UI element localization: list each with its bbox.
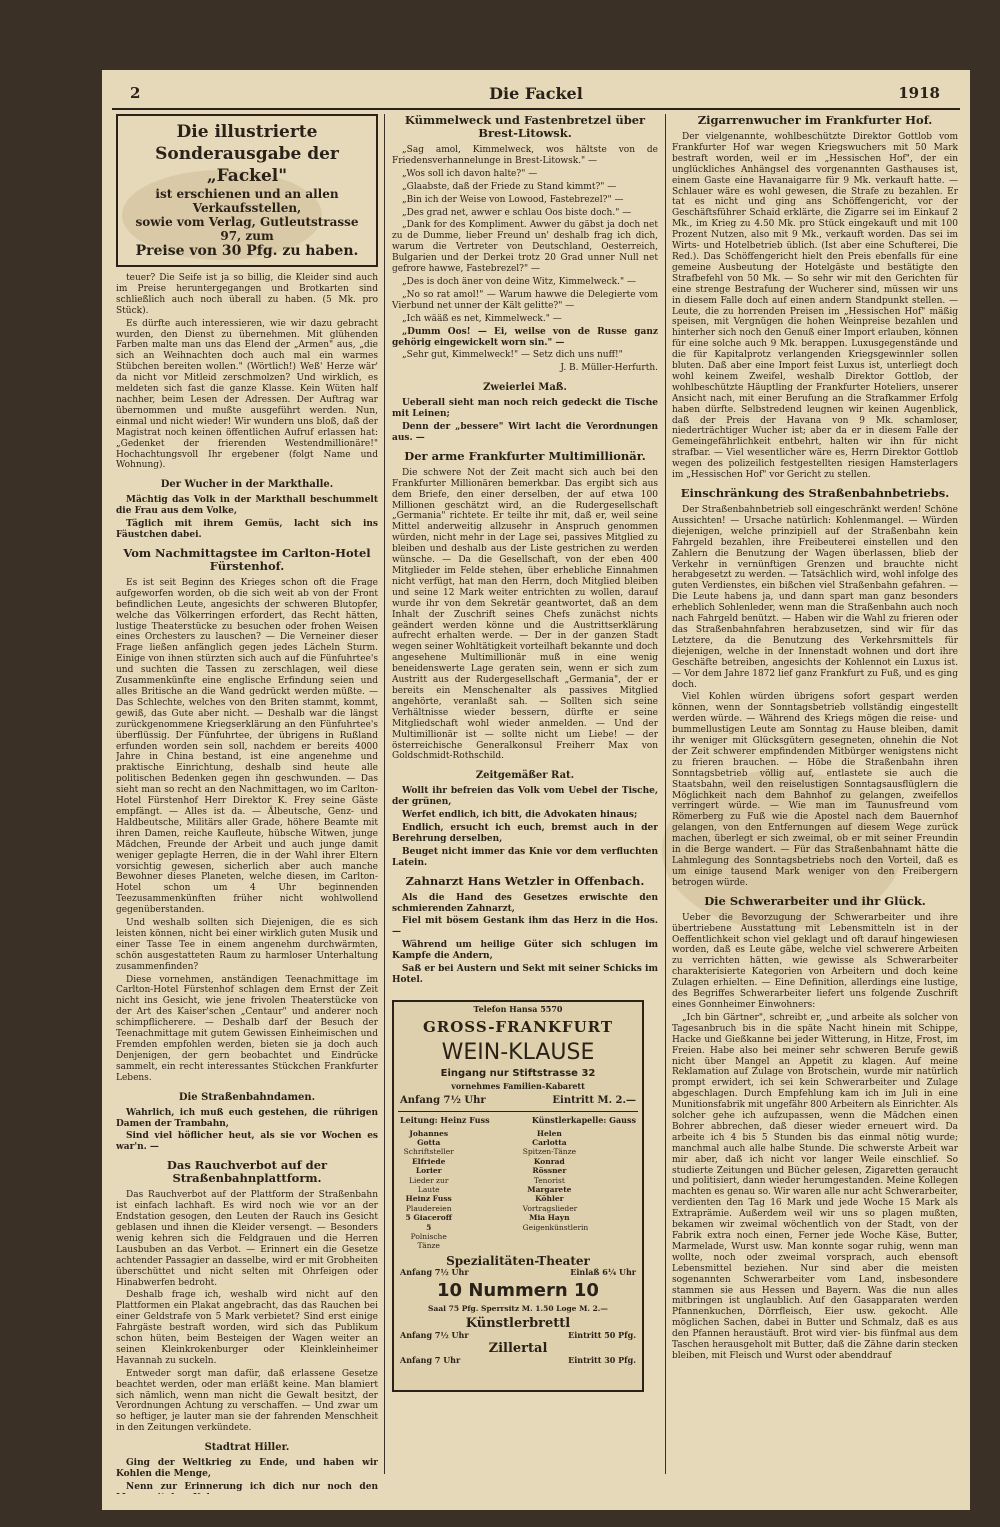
- ad-performer-line: Johannes Gotta: [409, 1128, 449, 1147]
- paragraph: Es ist seit Beginn des Krieges schon oft die Frage aufgeworfen worden, ob die sich weit ab von der Front befindlichen Leute, angesichts der schweren Blutopfer, welche das Völkerringen erfordert, das Recht hätten, lustige Theaterstücke zu besuchen oder frohen Weisen eines Orchesters zu lauschen? — Die Verneiner dieser Frage ließen anfänglich gegen jedes Lächeln Sturm. Einige von ihnen stürzten sich auch auf die Fünfuhrtee's und suchten die Tassen zu zerschlagen, weil diese Zusammenkünfte eine englische Erfindung seien und alles Britische an die Wand gedrückt werden müßte. — Das Schlechte, welches von den Briten stammt, kommt, gewiß, das Gute aber nicht. — Deshalb war die längst zurückgenommene Kriegserklärung an den Fünfuhrtee's überflüssig. Der Fünfuhrtee, der übrigens in Rußland erfunden worden sein soll, nachdem er bereits 4000 Jahre in China bestand, ist eine angenehme und praktische Einrichtung, deshalb sind heute alle politischen Bedenken gegen ihn geschwunden. — Das sieht man so recht an den Nachmittagen, wo im Carlton-Hotel Fürstenhof Herr Direktor K. Frey seine Gäste empfängt. — Alles ist da. — Älbeutsche, Genz- und Haldbeutsche, Militärs aller Grade, höhere Beamte mit ihren Damen, reiche Kaufleute, hübsche Witwen, junge Mädchen, Freunde der Arbeit und auch junge damit weniger geplagte Herren, die in der Wahl ihrer Eltern vorsichtig gewesen, sicherlich aber auch manche Bewohner dieses Planeten, welche diesen, im Carlton-Hotel schon um 4 Uhr beginnenden Teezusammenkünften früher nicht wohlwollend gegenüberstanden.: [116, 577, 378, 916]
- ad-kuenstlerbrettl: Künstlerbrettl: [465, 1316, 571, 1332]
- verse-line: Als die Hand des Gesetzes erwischte den schmierenden Zahnarzt,: [392, 892, 658, 914]
- paragraph: Deshalb frage ich, weshalb wird nicht auf den Plattformen ein Plakat angebracht, das das Rauchen bei einer Geldstrafe von 5 Mark verbietet? Sind erst einige Fahrgäste bestraft worden, wird sich das Publikum schon hüten, beim Besteigen der Wagen weiter an seinen Kleinkrokenburger oder Kleinkleinheimer Havannah zu suckeln.: [116, 1290, 378, 1366]
- ad-z-eintritt: Eintritt 30 Pfg.: [568, 1354, 636, 1365]
- ad-eintritt: Eintritt M. 2.—: [552, 1095, 636, 1106]
- paragraph: „Des grad net, awwer e schlau Oos biste doch." —: [402, 207, 632, 218]
- paragraph: „Ich wääß es net, Kimmelweck." —: [402, 313, 562, 324]
- header-rule: [112, 108, 960, 110]
- newspaper-page: [102, 70, 970, 1510]
- ad-leitung: Leitung: Heinz Fuss: [400, 1115, 490, 1125]
- ad-performer-line: Lieder zur Laute: [409, 1175, 449, 1194]
- ad-performer-line: Elfriede Lorier: [412, 1156, 446, 1176]
- ad-k-anfang: Anfang 7½ Uhr: [400, 1330, 469, 1341]
- verse-line: Während um heilige Güter sich schlugen im Kampfe die Andern,: [392, 940, 658, 962]
- ad-einlass: Einlaß 6¼ Uhr: [570, 1266, 636, 1277]
- ad-line-3: sowie vom Verlag, Gutleutstrasse 97, zum: [135, 215, 359, 243]
- paragraph: „Des is doch äner von deine Witz, Kimmelweck." —: [402, 276, 636, 287]
- ad-divider: [398, 1111, 638, 1112]
- ad-performer-line: Konrad Rössner: [532, 1156, 567, 1176]
- ad-telefon: Telefon Hansa 5570: [473, 1004, 563, 1014]
- page-number: 2: [130, 84, 141, 102]
- ad-performer-line: Tenorist: [533, 1175, 565, 1185]
- ad-entrance: Eingang nur Stiftstrasse 32: [440, 1068, 596, 1079]
- verse-line: Beuget nicht immer das Knie vor dem verfluchten Latein.: [392, 846, 658, 868]
- ad-spezialitaeten: Spezialitäten-Theater: [446, 1253, 590, 1268]
- article-title: Stadtrat Hiller.: [204, 1442, 290, 1454]
- ad-zillertal: Zillertal: [488, 1340, 548, 1356]
- verse-line: Ueberall sieht man noch reich gedeckt die Tische mit Leinen;: [392, 398, 658, 420]
- article-title: Der Wucher in der Markthalle.: [160, 479, 334, 491]
- paragraph: Die schwere Not der Zeit macht sich auch bei den Frankfurter Millionären bemerkbar. Das ergibt sich aus dem Briefe, den einer derselben, der auf etwa 100 Millionen geschätzt wird, an die Rudergesellschaft „Germania" richtete. Er teilte ihr mit, daß er, weil seine Mittel anderweitig allzusehr in Anspruch genommen würden, nicht mehr in der Lage sei, passives Mitglied zu bleiben und deshalb aus der Liste gestrichen zu werden wünsche. — Da die Gesellschaft, von der eben 400 Mitglieder im Felde stehen, über erhebliche Einnahmen nicht verfügt, hat man den Herrn, doch Mitglied bleiben und seine 12 Mark weiter entrichten zu wollen, darauf wurde ihr von dem Sekretär geantwortet, daß an dem Inhalt der Zuschrift seines Chefs zunächst nichts geändert werden könne und die Austrittserklärung aufrecht erhalten werde. — Der in der ganzen Stadt wegen seiner Wohltätigkeit vorteilhaft bekannte und doch angesehene Multimillionär muß in eine wenig beneidenswerte Lage geraten sein, wenn er sich zum Austritt aus der Rudergesellschaft „Germania", der er bereits ein Menschenalter als passives Mitglied angehörte, veranlaßt sah. — Sollten sich seine Verhältnisse wieder bessern, dürfte er seine Mitgliedschaft wohl wieder anmelden. — Und der Multimillionär ist — sollte nicht um Liebe! — der österreichische Generalkonsul Freiherr Max von Goldschmidt-Rothschild.: [392, 467, 658, 762]
- article-title: Kümmelweck und Fastenbretzel über Brest-Litowsk.: [404, 114, 646, 140]
- article-title: Zigarrenwucher im Frankfurter Hof.: [697, 114, 933, 127]
- sonderausgabe-ad: [116, 114, 378, 267]
- weinklause-ad: [392, 1000, 644, 1392]
- ad-performer-line: Helen Carlotta: [532, 1128, 567, 1147]
- article-title: Zahnarzt Hans Wetzler in Offenbach.: [405, 873, 645, 888]
- article-title: Die Straßenbahndamen.: [178, 1091, 316, 1103]
- article-title: Zweierlei Maß.: [483, 382, 567, 394]
- ad-subtitle: vornehmes Familien-Kabarett: [451, 1081, 585, 1091]
- paragraph: Es dürfte auch interessieren, wie wir dazu gebracht wurden, den Dienst zu übernehmen. Mit glühenden Farben malte man uns das Elend der „Armen" aus, „die sich an Weihnachten doch auch mal ein warmes Stübchen bereiten wollen." (Wörtlich!) Weß' Herze wär' da nicht vor Mitleid zerschmolzen? Und wirklich, es meldeten sich fast die ganze Klasse. Kein Wüten half nachher, beim Lesen der Adressen. Der Auftrag war übernommen und mußte ausgeführt werden. Nun, einmal und nicht wieder! Wir wundern uns bloß, daß der Magistrat noch keinen öffentlichen Aufruf erlassen hat: „Gedenket der frierenden Westendmillionäre!" Hochachtungsvoll Ihr ergebener (folgt Name und Wohnung).: [116, 318, 378, 471]
- ad-performer-line: Spitzen-Tänze: [522, 1147, 577, 1157]
- paragraph: Viel Kohlen würden übrigens sofort gespart werden können, wenn der Sonntagsbetrieb vollständig eingestellt werden würde. — Während des Kriegs mögen die reise- und bummellustigen Leute am Sonntag zu Hause bleiben, damit ihr weniger mit Glücksgütern gesegneten, ohnehin die Not der Zeit schwerer empfindenden Mitbürger wenigstens nicht zu frieren brauchen. — Höbe die Straßenbahn ihren Sonntagsbetrieb völlig auf, entlastete sie auch die Staatsbahn, weil den reiselustigen Sonntagsausflüglern die Möglichkeit nach dem Bahnhof zu gelangen, zweifellos verringert würde. — Wie man im Taunusfreund vom Römerberg zu Fuß wie die Apostel nach dem Bauernhof gelangen, von den Entfernungen auf diesem Wege zurück machen, überlegt er sich zweimal, ob er mit seiner Freundin in die Berge wandert. — Für das Straßenbahnamt hätte die Lahmlegung des Sonntagsbetriebs noch den Vorteil, daß es um einige tausend Mark weniger von den Freibergern betrogen würde.: [672, 692, 958, 888]
- verse-line: Nenn zur Erinnerung ich dich nur noch den: [126, 1482, 378, 1492]
- ad-z-anfang: Anfang 7 Uhr: [400, 1354, 461, 1365]
- ad-performer-line: Polnische Tänze: [410, 1231, 447, 1251]
- ad-performer-line: Plaudereien: [405, 1203, 452, 1213]
- article-title: Die Schwerarbeiter und ihr Glück.: [704, 893, 926, 908]
- paragraph: „Ich bin Gärtner", schreibt er, „und arbeite als solcher von Tagesanbruch bis in die späte Nacht hinein mit Schippe, Hacke und Gießkanne bei jeder Witterung, in Hitze, Frost, im Freien. Habe also bei meiner sehr schweren Berufe gewiß nicht über Mangel an Appetit zu klagen. Auf meine Reklamation auf Zulage von Brotschein, wurde mir natürlich prompt erwidert, ich sei kein Schwerarbeiter und Zulage abgeschlagen. Durch Empfehlung kam ich im Juli in eine Munitionsfabrik mit ungefähr 800 Arbeitern als Einrichter. Als solcher gehe ich aufzupassen, wenn die Mädchen einen Bohrer abbrechen, daß dieser wieder erneuert wird. Da arbeite ich 4 bis 5 Stunden bis das einmal nötig wurde; manchmal auch alle halbe Stunde. Die schwerste Arbeit war mir aber, daß ich nicht vor langer Weile einschlief. So studierte Zeitungen und Bücher gelesen, Zigaretten geraucht und politisiert, dann wieder herumgestanden. Meine Kollegen machten es genau so. Wir waren alle nur acht Schwerarbeiter, verdienten den Tag 16 Mark und jede Woche 15 Mark als Extraprämie. Außerdem weil wir uns so plagen mußten, bekamen wir zweimal wöchentlich von der Stadt, von der Fabrik extra noch einen, Ferner jede Woche Käse, Butter, Marmelade, Wurst usw. Man konnte sogar ruhig, wenn man wollte, noch oder zweimal vorsprach, auch ebensoft Lebensmittel beziehen. Nur sind aber die meisten sogenannten Schwerarbeiter vom Land, insbesondere stammen sie aus Hessen und Bayern. Was die nun alles mitbringen ist unglaublich. Auf den Gasapparaten werden Pfannenkuchen, Dörrfleisch, Eier usw. gekocht. Alle möglichen Sachen, dabei in Butter und Schmalz, daß es aus den Pfannen heraustäuft. Brot wird vier- bis fünfmal aus dem Taschen herausgeholt mit Butter, daß die Zähne darin stecken bleiben, mit Fleisch und Wurst oder abenddrauf: [672, 1012, 958, 1361]
- ad-performer-line: Heinz Fuss: [405, 1194, 452, 1204]
- ad-name: GROSS-FRANKFURT: [422, 1018, 614, 1036]
- paragraph: „Sehr gut, Kimmelweck!" — Setz dich uns nuff!": [402, 350, 623, 361]
- column-divider: [665, 114, 666, 1474]
- paragraph: „Dank for des Kompliment. Awwer du gäbst ja doch net zu de Dumme, lieber Freund un' deshalb frag ich dich, warum die Vertreter von Deutschland, Oesterreich, Bulgarien und der Derkei trotz 20 Grad unner Null net gefrore hawwe, Fastebrezel?" —: [392, 220, 658, 275]
- ad-nummern: 10 Nummern 10: [437, 1280, 599, 1302]
- verse-line: Denn der „bessere" Wirt lacht die Verordnungen aus. —: [392, 422, 658, 443]
- paragraph: Entweder sorgt man dafür, daß erlassene Gesetze beachtet werden, oder man erläßt keine. Man blamiert sich nämlich, wenn man nicht die Gewalt besitzt, der Verordnungen Achtung zu verschaffen. — Und zwar um so heftiger, je lauter man sie der fahrenden Menschheit in den Zeitungen verkündete.: [116, 1368, 378, 1434]
- verse-line: Mächtig das Volk in der Markthall beschummelt die Frau aus dem Volke,: [116, 495, 378, 517]
- ad-kapelle: Künstlerkapelle: Gauss: [531, 1115, 636, 1125]
- ad-line-1: Die illustrierte Sonderausgabe der „Fackel": [155, 122, 339, 186]
- paragraph: „Glaabste, daß der Friede zu Stand kimmt?" —: [402, 181, 617, 192]
- column-3: [672, 114, 958, 1494]
- ad-anfang-2: Anfang 7½ Uhr: [400, 1266, 469, 1277]
- article-title: Vom Nachmittagstee im Carlton-Hotel Fürstenhof.: [123, 545, 371, 573]
- verse-line: Täglich mit ihrem Gemüs, lacht sich ins Fäustchen dabei.: [116, 519, 378, 541]
- paragraph: „Wos soll ich davon halte?" —: [402, 168, 538, 179]
- ad-performers-right: [523, 1129, 634, 1251]
- ad-line-4: Preise von 30 Pfg. zu haben.: [135, 243, 359, 259]
- ad-performers-left: [402, 1129, 513, 1251]
- ad-performer-line: Schriftsteller: [403, 1147, 454, 1157]
- verse-line: Werfet endlich, ich bitt, die Advokaten hinaus;: [402, 810, 638, 821]
- verse-line: Saß er bei Austern und Sekt mit seiner Schicks im Hotel.: [392, 964, 658, 984]
- article-title: Das Rauchverbot auf der Straßenbahnplattform.: [166, 1158, 328, 1186]
- paragraph: „Sag amol, Kimmelweck, wos hältste von de Friedensverhannelunge in Brest-Litowsk." —: [392, 145, 658, 166]
- ad-performer-line: 5 Giaceroff 5: [405, 1213, 452, 1232]
- paragraph: Der Straßenbahnbetrieb soll eingeschränkt werden! Schöne Aussichten! — Ursache natürlich: Kohlenmangel. — Würden diejenigen, welche prinzipiell auf der Straßenbahn kein Fahrgeld bezahlen, ihre Freibeuterei einstellen und den Zahlern die Benutzung der Wagen überlassen, blieb der Verkehr in vernünftigen Grenzen und brauchte nicht herabgesetzt zu werden. — Tatsächlich wird, wohl infolge des guten Verdienstes, ein bißchen viel Straßenbahn gefahren. — Die Leute habens ja, und dann spart man ganz besonders erheblich Sohlenleder, wenn man die Straßenbahn auch noch nach Fahrgeld benützt. — Haben wir die Wahl zu frieren oder das Straßenbahnfahren herabzusetzen, sind wir für das Letztere, da die Benutzung des Verkehrsmittels für diejenigen, welche in der Innenstadt wohnen und dort ihre Geschäfte betreiben, angesichts der Kohlennot ein Luxus ist. — Vor dem Jahre 1872 lief ganz Frankfurt zu Fuß, und es ging doch.: [672, 505, 958, 690]
- verse-line: Fiel mit bösem Gestank ihm das Herz in die Hos. —: [392, 916, 658, 938]
- masthead-year: 1918: [898, 84, 940, 102]
- column-1: [116, 114, 378, 1494]
- ad-performer-line: Margarete Köhler: [527, 1184, 572, 1204]
- article-title: Einschränkung des Straßenbahnbetriebs.: [680, 486, 950, 500]
- paragraph: Ueber die Bevorzugung der Schwerarbeiter und ihre übertriebene Ausstattung mit Lebensmitteln ist in der Oeffentlichkeit schon viel geklagt und oft darauf hingewiesen worden, daß es Leute gäbe, welche viel schwerere Arbeiten zu verrichten hätten, wie gewisse als Schwerarbeiter charakterisierte Kategorien von Arbeitern und doch keine Zulagen erhielten. — Eine Definition, allerdings eine lustige, des Begriffes Schwerarbeiter liefert uns folgende Zuschrift eines Gonnheimer Einwohners:: [672, 912, 958, 1010]
- article-title: Zeitgemäßer Rat.: [475, 770, 575, 782]
- paragraph: „Bin ich der Weise von Lowood, Fastebrezel?" —: [402, 194, 624, 205]
- column-divider: [384, 114, 385, 1474]
- paragraph: „No so rat amol!" — Warum hawwe die Delegierte vom Vierbund net unner der Kält gelitte?" —: [392, 289, 658, 311]
- ad-prices: Saal 75 Pfg. Sperrsitz M. 1.50 Loge M. 2.—: [428, 1304, 608, 1314]
- paragraph: Diese vornehmen, anständigen Teenachmittage im Carlton-Hotel Fürstenhof schlagen dem Ernst der Zeit nicht ins Gesicht, wie jene frivolen Theaterstücke von der Art des Kaiser'schen „Centaur" und anderer noch schimpflicherere. — Deshalb darf der Besuch der Teenachmittage mit gutem Gewissen Einheimischen und Fremden empfohlen werden, bieten sie ja doch auch Denjenigen, der gern beobachtet und Eindrücke sammelt, ein recht interessantes Stückchen Frankfurter Lebens.: [116, 974, 378, 1083]
- verse-line: Wahrlich, ich muß euch gestehen, die rührigen Damen der Trambahn,: [116, 1107, 378, 1129]
- paragraph: teuer? Die Seife ist ja so billig, die Kleider sind auch im Preise heruntergegangen und Brotkarten sind schließlich auch noch überall zu haben. (5 Mk. pro Stück).: [116, 273, 378, 316]
- ad-performer-line: Vortragslieder: [522, 1203, 578, 1213]
- verse-line: Sind viel höflicher heut, als sie vor Wochen es war'n. —: [116, 1131, 378, 1153]
- ad-line-2: ist erschienen und an allen Verkaufsstellen,: [155, 187, 339, 215]
- verse-line: Ging der Weltkrieg zu Ende, und haben wir Kohlen die Menge,: [116, 1458, 378, 1480]
- verse-line: Wollt ihr befreien das Volk vom Uebel der Tische, der grünen,: [392, 786, 658, 808]
- paragraph: Der vielgenannte, wohlbeschützte Direktor Gottlob vom Frankfurter Hof war wegen Kriegswuchers mit 50 Mark bestraft worden, weil er im „Hessischen Hof", der ein unglückliches Anhängsel des vorgenannten Gasthauses ist, einem Gaste eine Havanaigarre für 9 Mk. verkauft hatte. — Schlauer wäre es wohl gewesen, die Strafe zu bezahlen. Er tat es nicht und ging ans Schöffengericht, vor der Geschäftsführer Schaid erklärte, die Zigarre sei im Einkauf 2 Mk., im Krieg zu 4.50 Mk. pro Stück eingekauft und mit 100 Prozent Nutzen, also mit 9 Mk., verkauft worden. Das sei im Wirts- und Hotelbetrieb üblich. (Ist aber eine Schufterei, Die Red.). Das Schöffengericht hielt den Preis ebenfalls für eine gemeine Ausbeutung der Hotelgäste und bestätigte den Strafbefehl von 50 Mk. — So sehr wir mit den Gerichten für eine strenge Bestrafung der Wucherer sind, müssen wir uns in diesem Falle doch auf einen andern Standpunkt stellen. — Leute, die zu horrenden Preisen im „Hessischen Hof" mäßig speisen, mit Vergnügen die hohen Weinpreise bezahlen und hinterher sich noch den Genuß einer Import erlauben, können für eine solche auch 9 Mk. berappen. Luxusgegenstände und die für Kapitalprotz verlangenden Kriegsgewinnler sollen bluten. Daß aber eine Import feist Luxus ist, unterliegt doch wohl keinem Zweifel, weshalb Direktor Gottlob, der wohlbeschützte Häuptling der Frankfurter Hoteliers, unserer Ansicht nach, mit einer Berufung an die Strafkammer Erfolg haben dürfte. Selbstredend leugnen wir keinen Augenblick, daß der Preis der Havana von 9 Mk. schamloser, niederträchtiger Wucher ist; aber da er in diesem Falle der Gemeingefährlichkeit entbehrt, halten wir ihn für nicht strafbar. — Viel wesentlicher wäre es, Herrn Direktor Gottlob wegen des polizeilich festgestellten riesigen Hamsterlagers im „Hessischen Hof" vor Gericht zu stellen.: [672, 132, 958, 481]
- article-title: Der arme Frankfurter Multimillionär.: [404, 448, 646, 463]
- masthead-title: Die Fackel: [489, 84, 583, 103]
- signature: J. B. Müller-Herfurth.: [560, 363, 658, 374]
- ad-title: WEIN-KLAUSE: [441, 1040, 595, 1065]
- column-2: [392, 114, 658, 984]
- paragraph: Das Rauchverbot auf der Plattform der Straßenbahn ist einfach lachhaft. Es wird noch wie vor an der Endstation gesogen, den Leuten der Rauch ins Gesicht geblasen und ihnen die Kleider versengt. — Besonders wenig kehren sich die Feldgrauen und die Herren Lausbuben an das Verbot. — Erinnert ein die Gesetze achtender Passagier an dasselbe, wird er mit Grobheiten überschüttet und nicht selten mit Ohrfeigen oder Hinabwerfen bedroht.: [116, 1190, 378, 1288]
- paragraph: „Dumm Oos! — Ei, weilse von de Russe ganz gehörig eingewickelt worn sin." —: [392, 326, 658, 348]
- ad-k-eintritt: Eintritt 50 Pfg.: [568, 1330, 636, 1341]
- paragraph: Und weshalb sollten sich Diejenigen, die es sich leisten können, nicht bei einer wirklich guten Musik und einer Tasse Tee in einem angenehm durchwärmten, schön ausgestatteten Raum zu harmloser Unterhaltung zusammenfinden?: [116, 918, 378, 972]
- verse-line: Endlich, ersucht ich euch, bremst auch in der Berehrung derselben,: [392, 823, 658, 844]
- ad-anfang: Anfang 7½ Uhr: [400, 1095, 486, 1106]
- ad-performer-line: Mia Hayn: [529, 1213, 570, 1223]
- ad-performer-line: Geigenkünstlerin: [522, 1222, 589, 1232]
